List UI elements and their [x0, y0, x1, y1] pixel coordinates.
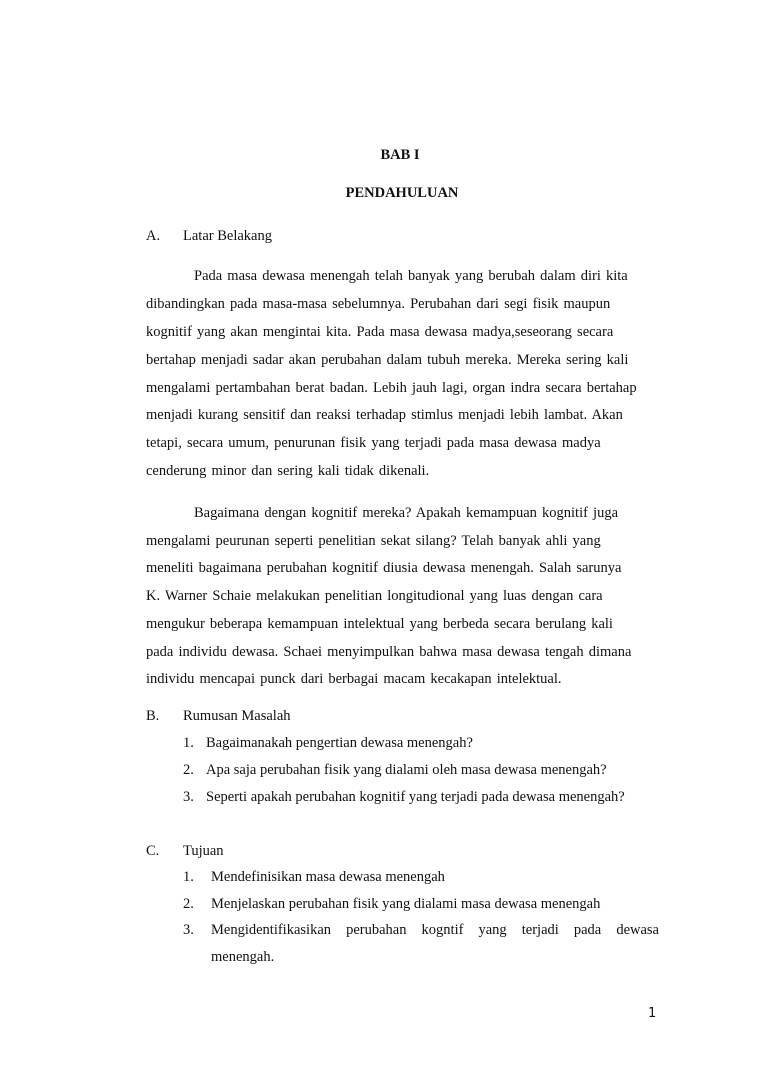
- paragraph-line: mengalami peurunan seperti penelitian sekat silang? Telah banyak ahli yang: [146, 533, 601, 549]
- list-text: Mengidentifikasikan perubahan kogntif yang terjadi pada dewasa: [211, 922, 659, 938]
- section-letter: A.: [146, 228, 161, 244]
- list-text: Menjelaskan perubahan fisik yang dialami masa dewasa menengah: [211, 896, 601, 912]
- section-letter: C.: [146, 843, 160, 859]
- list-number: 3.: [183, 789, 194, 805]
- paragraph-line: menjadi kurang sensitif dan reaksi terhadap stimlus menjadi lebih lambat. Akan: [146, 407, 623, 423]
- page-number: 1: [648, 1006, 657, 1021]
- list-text: Bagaimanakah pengertian dewasa menengah?: [206, 735, 473, 751]
- paragraph-line: K. Warner Schaie melakukan penelitian longitudional yang luas dengan cara: [146, 588, 603, 604]
- list-number: 1.: [183, 735, 194, 751]
- list-number: 3.: [183, 922, 194, 938]
- paragraph-line: bertahap menjadi sadar akan perubahan dalam tubuh mereka. Mereka sering kali: [146, 352, 629, 368]
- list-text: Seperti apakah perubahan kognitif yang terjadi pada dewasa menengah?: [206, 789, 625, 805]
- list-number: 2.: [183, 762, 194, 778]
- paragraph-line: pada individu dewasa. Schaei menyimpulkan bahwa masa dewasa tengah dimana: [146, 644, 632, 660]
- list-number: 1.: [183, 869, 194, 885]
- list-text: Mendefinisikan masa dewasa menengah: [211, 869, 445, 885]
- section-letter: B.: [146, 708, 160, 724]
- paragraph-line: tetapi, secara umum, penurunan fisik yang terjadi pada masa dewasa madya: [146, 435, 601, 451]
- paragraph-line: dibandingkan pada masa-masa sebelumnya. Perubahan dari segi fisik maupun: [146, 296, 611, 312]
- paragraph-line: Pada masa dewasa menengah telah banyak yang berubah dalam diri kita: [194, 268, 628, 284]
- paragraph-line: cenderung minor dan sering kali tidak dikenali.: [146, 463, 430, 479]
- section-heading-latar-belakang: [146, 228, 666, 248]
- section-title: Tujuan: [183, 843, 224, 859]
- paragraph-line: mengalami pertambahan berat badan. Lebih jauh lagi, organ indra secara bertahap: [146, 380, 637, 396]
- chapter-title: PENDAHULUAN: [345, 185, 459, 201]
- paragraph-line: individu mencapai punck dari berbagai macam kecakapan intelektual.: [146, 671, 562, 687]
- list-text-continuation: menengah.: [211, 949, 275, 965]
- list-text: Apa saja perubahan fisik yang dialami oleh masa dewasa menengah?: [206, 762, 607, 778]
- paragraph-line: mengukur beberapa kemampuan intelektual yang berbeda secara berulang kali: [146, 616, 613, 632]
- paragraph-line: kognitif yang akan mengintai kita. Pada masa dewasa madya,seseorang secara: [146, 324, 614, 340]
- section-title: Latar Belakang: [183, 228, 272, 244]
- list-number: 2.: [183, 896, 194, 912]
- paragraph-line: meneliti bagaimana perubahan kognitif diusia dewasa menengah. Salah sarunya: [146, 560, 622, 576]
- paragraph-line: Bagaimana dengan kognitif mereka? Apakah kemampuan kognitif juga: [194, 505, 619, 521]
- chapter-label: BAB I: [380, 147, 420, 163]
- section-heading-tujuan: [146, 843, 666, 863]
- section-heading-rumusan-masalah: [146, 708, 666, 728]
- section-title: Rumusan Masalah: [183, 708, 291, 724]
